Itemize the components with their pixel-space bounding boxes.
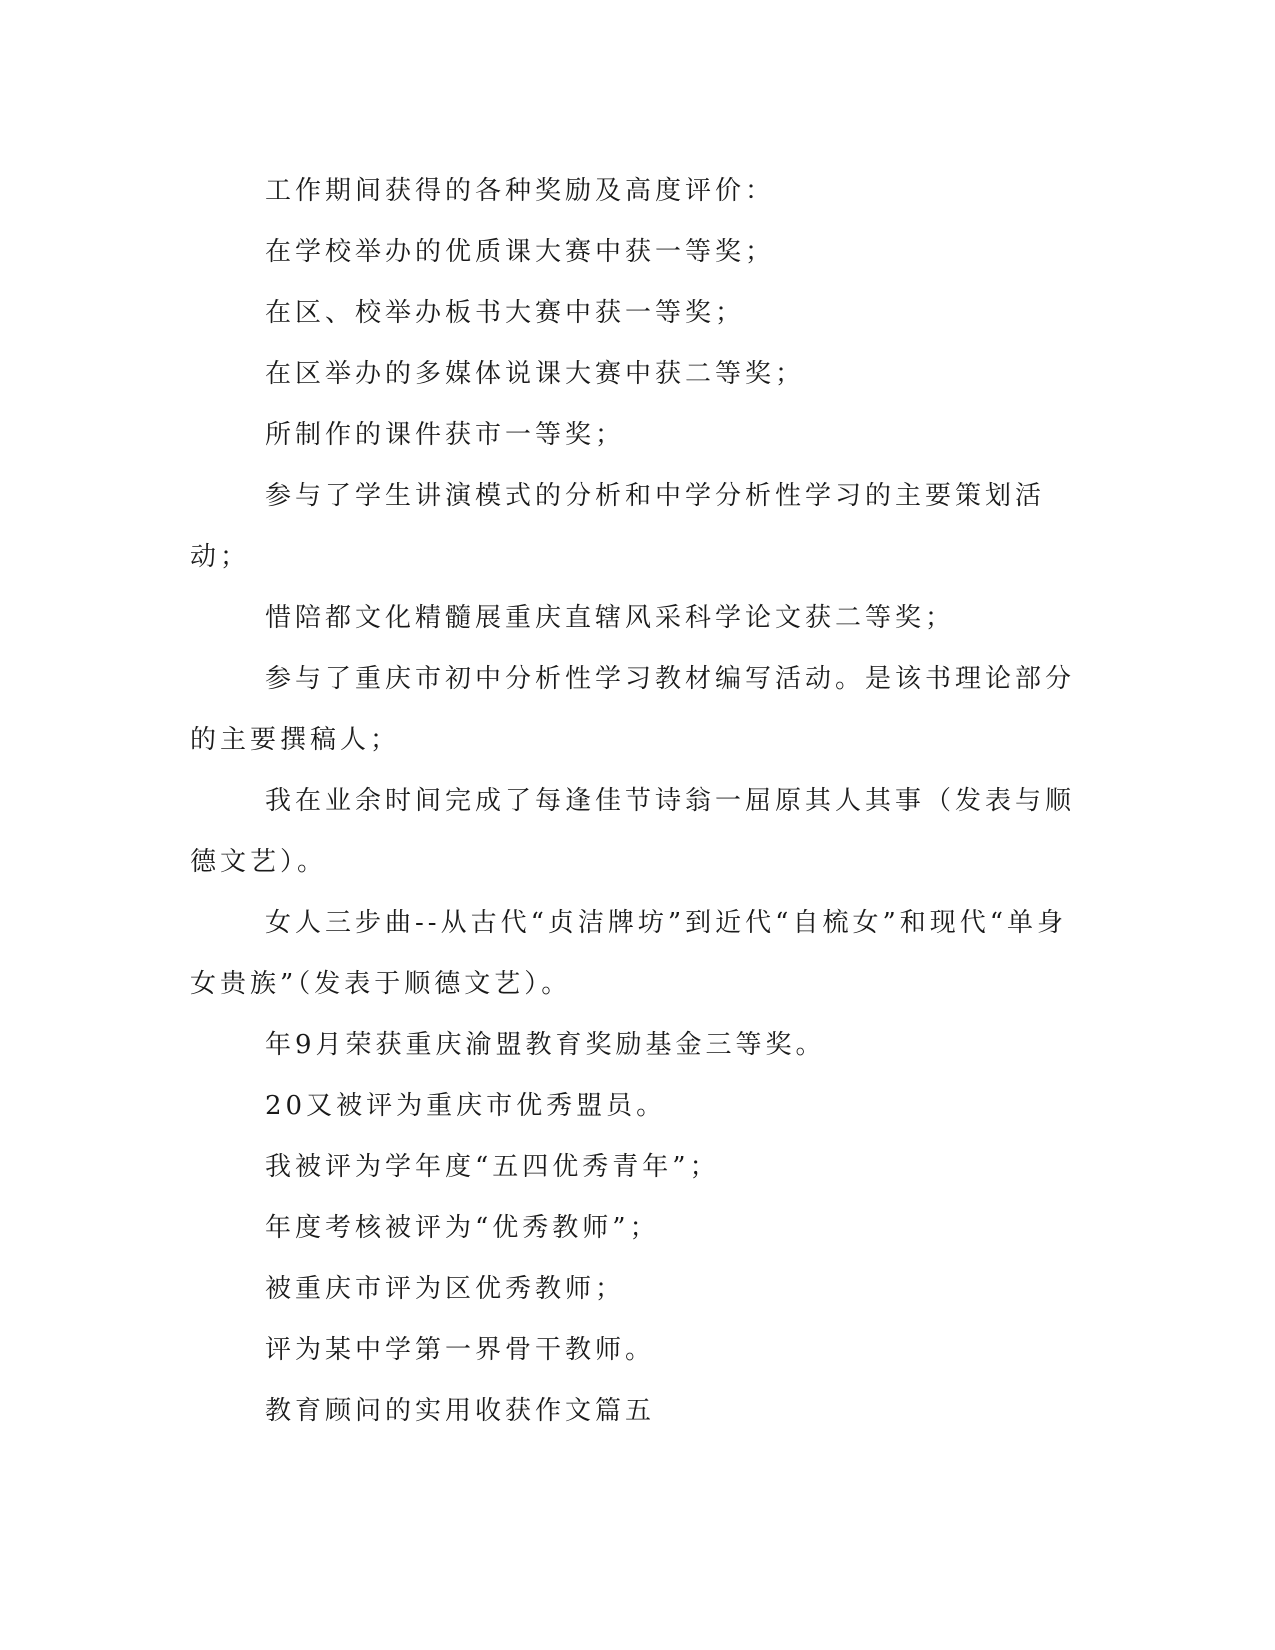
paragraph-courseware-award: 所制作的课件获市一等奖；	[265, 420, 626, 450]
paragraph-publication-2: 女人三步曲--从古代“贞洁牌坊”到近代“自梳女”和现代“单身女贵族”（发表于顺德文艺）。	[190, 908, 1068, 999]
paragraph-section-heading: 教育顾问的实用收获作文篇五	[265, 1396, 656, 1426]
paragraph-awards-intro: 工作期间获得的各种奖励及高度评价：	[265, 176, 776, 206]
paragraph-quality-lesson-award: 在学校举办的优质课大赛中获一等奖；	[265, 237, 776, 267]
paragraph-publication-1: 我在业余时间完成了每逢佳节诗翁一屈原其人其事（发表与顺德文艺）。	[190, 786, 1076, 877]
paragraph-teacher-award: 年度考核被评为“优秀教师”；	[265, 1213, 660, 1243]
paragraph-backbone-teacher: 评为某中学第一界骨干教师。	[265, 1335, 656, 1365]
paragraph-youth-award: 我被评为学年度“五四优秀青年”；	[265, 1152, 720, 1182]
paragraph-blackboard-award: 在区、校举办板书大赛中获一等奖；	[265, 298, 746, 328]
document-body	[190, 161, 1080, 1442]
paragraph-district-teacher: 被重庆市评为区优秀教师；	[265, 1274, 626, 1304]
paragraph-planning-activity: 参与了学生讲演模式的分析和中学分析性学习的主要策划活动；	[190, 481, 1046, 572]
paragraph-multimedia-award: 在区举办的多媒体说课大赛中获二等奖；	[265, 359, 806, 389]
paragraph-paper-award: 惜陪都文化精髓展重庆直辖风采科学论文获二等奖；	[265, 603, 956, 633]
paragraph-fund-award: 年9月荣获重庆渝盟教育奖励基金三等奖。	[265, 1030, 826, 1060]
paragraph-textbook-writing: 参与了重庆市初中分析性学习教材编写活动。是该书理论部分的主要撰稿人；	[190, 664, 1076, 755]
paragraph-excellent-member: 20又被评为重庆市优秀盟员。	[265, 1091, 667, 1121]
